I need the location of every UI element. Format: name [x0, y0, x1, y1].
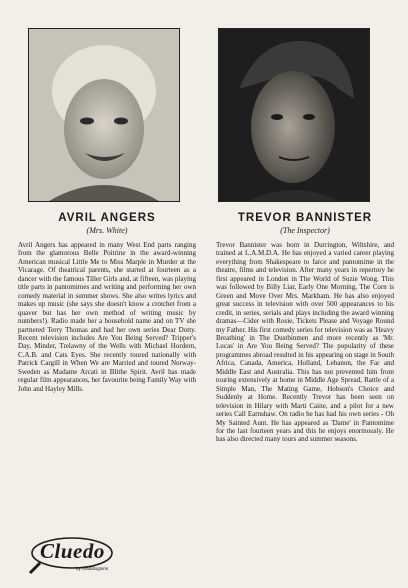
- portrait-photo-avril-angers: [28, 28, 180, 202]
- logo-wordmark: Cluedo: [40, 539, 105, 563]
- cluedo-logo: [26, 533, 126, 577]
- portrait-photo-trevor-bannister: [218, 28, 370, 202]
- character-role: (Mrs. White): [86, 226, 128, 235]
- character-role: (The Inspector): [280, 226, 330, 235]
- actor-name: AVRIL ANGERS: [58, 212, 156, 224]
- cast-bio-trevor-bannister: [216, 212, 394, 444]
- biography-text: Trevor Bannister was born in Durrington, Wiltshire, and trained at L.A.M.D.A. He has enjoyed a varied career playing everything from Shakespeare to farce and pantomime in the theatre, films and television. After many years in repertory he first appeared in London in The World of Suzie Wong. This was followed by Billy Liar, Early One Morning, The Corn is Green and Move Over Mrs. Markham. He has also enjoyed great success in television with over 500 appearances to his credit, in series, serials and plays including the award winning dramas—Cider with Rosie, Tickets Please and Voyage Round my Father. His first comedy series for television was as 'Heavy Breathing' in The Dustbinmen and more recently as 'Mr. Lucas' in Are You Being Served? The popularity of these programmes abroad resulted in his appearing on stage in South Africa, Canada, America, Holland, Lebanon, the Far and Middle East and Australia. This has not prevented him from touring extensively at home in Middle Age Spread, Rattle of a Simple Man, The Mating Game, Hobson's Choice and Suddenly at Home. Recently Trevor has been seen on television in Hilary with Marti Caine, and a pilot for a new series Call Earnshaw. On radio he has had his own series - Oh My Sainted Aunt. He has appeared as 'Dame' in Pantomime for the last fourteen years and this he enjoys enormously. He has also directed many tours and summer seasons.: [216, 241, 394, 444]
- actor-name: TREVOR BANNISTER: [237, 212, 373, 224]
- biography-text: Avril Angers has appeared in many West End parts ranging from the glamorous Belle Poitrine in the award-winning American musical Little Me to Miss Marple in Murder at the Vicarage. Of theatrical parents, she started at fourteen as a dancer with the famous Tiller Girls and, at fifteen, was playing title parts in pantomimes and writing and performing her own comedy material in summer shows. She also writes lyrics and makes up music (she says she doesn't know a crotchet from a quaver but has her own method of writing music by numbers!). Radio made her a household name and on TV she partnered Terry Thomas and had her own series Dear Dotty. Recent television includes Are You Being Served? Tripper's Day, Minder, Trelawny of the Wells with Michael Hordern, C.A.B. and Cats Eyes. She recently toured nationally with Patrick Cargill in When We are Married and toured Norway-Sweden as Madame Arcati in Blithe Spirit. Avril has made regular film appearances, her favourite being Family Way with John and Hayley Mills.: [18, 241, 196, 393]
- cast-bio-avril-angers: [18, 212, 196, 393]
- logo-subtitle: by Waddingtons: [76, 566, 109, 571]
